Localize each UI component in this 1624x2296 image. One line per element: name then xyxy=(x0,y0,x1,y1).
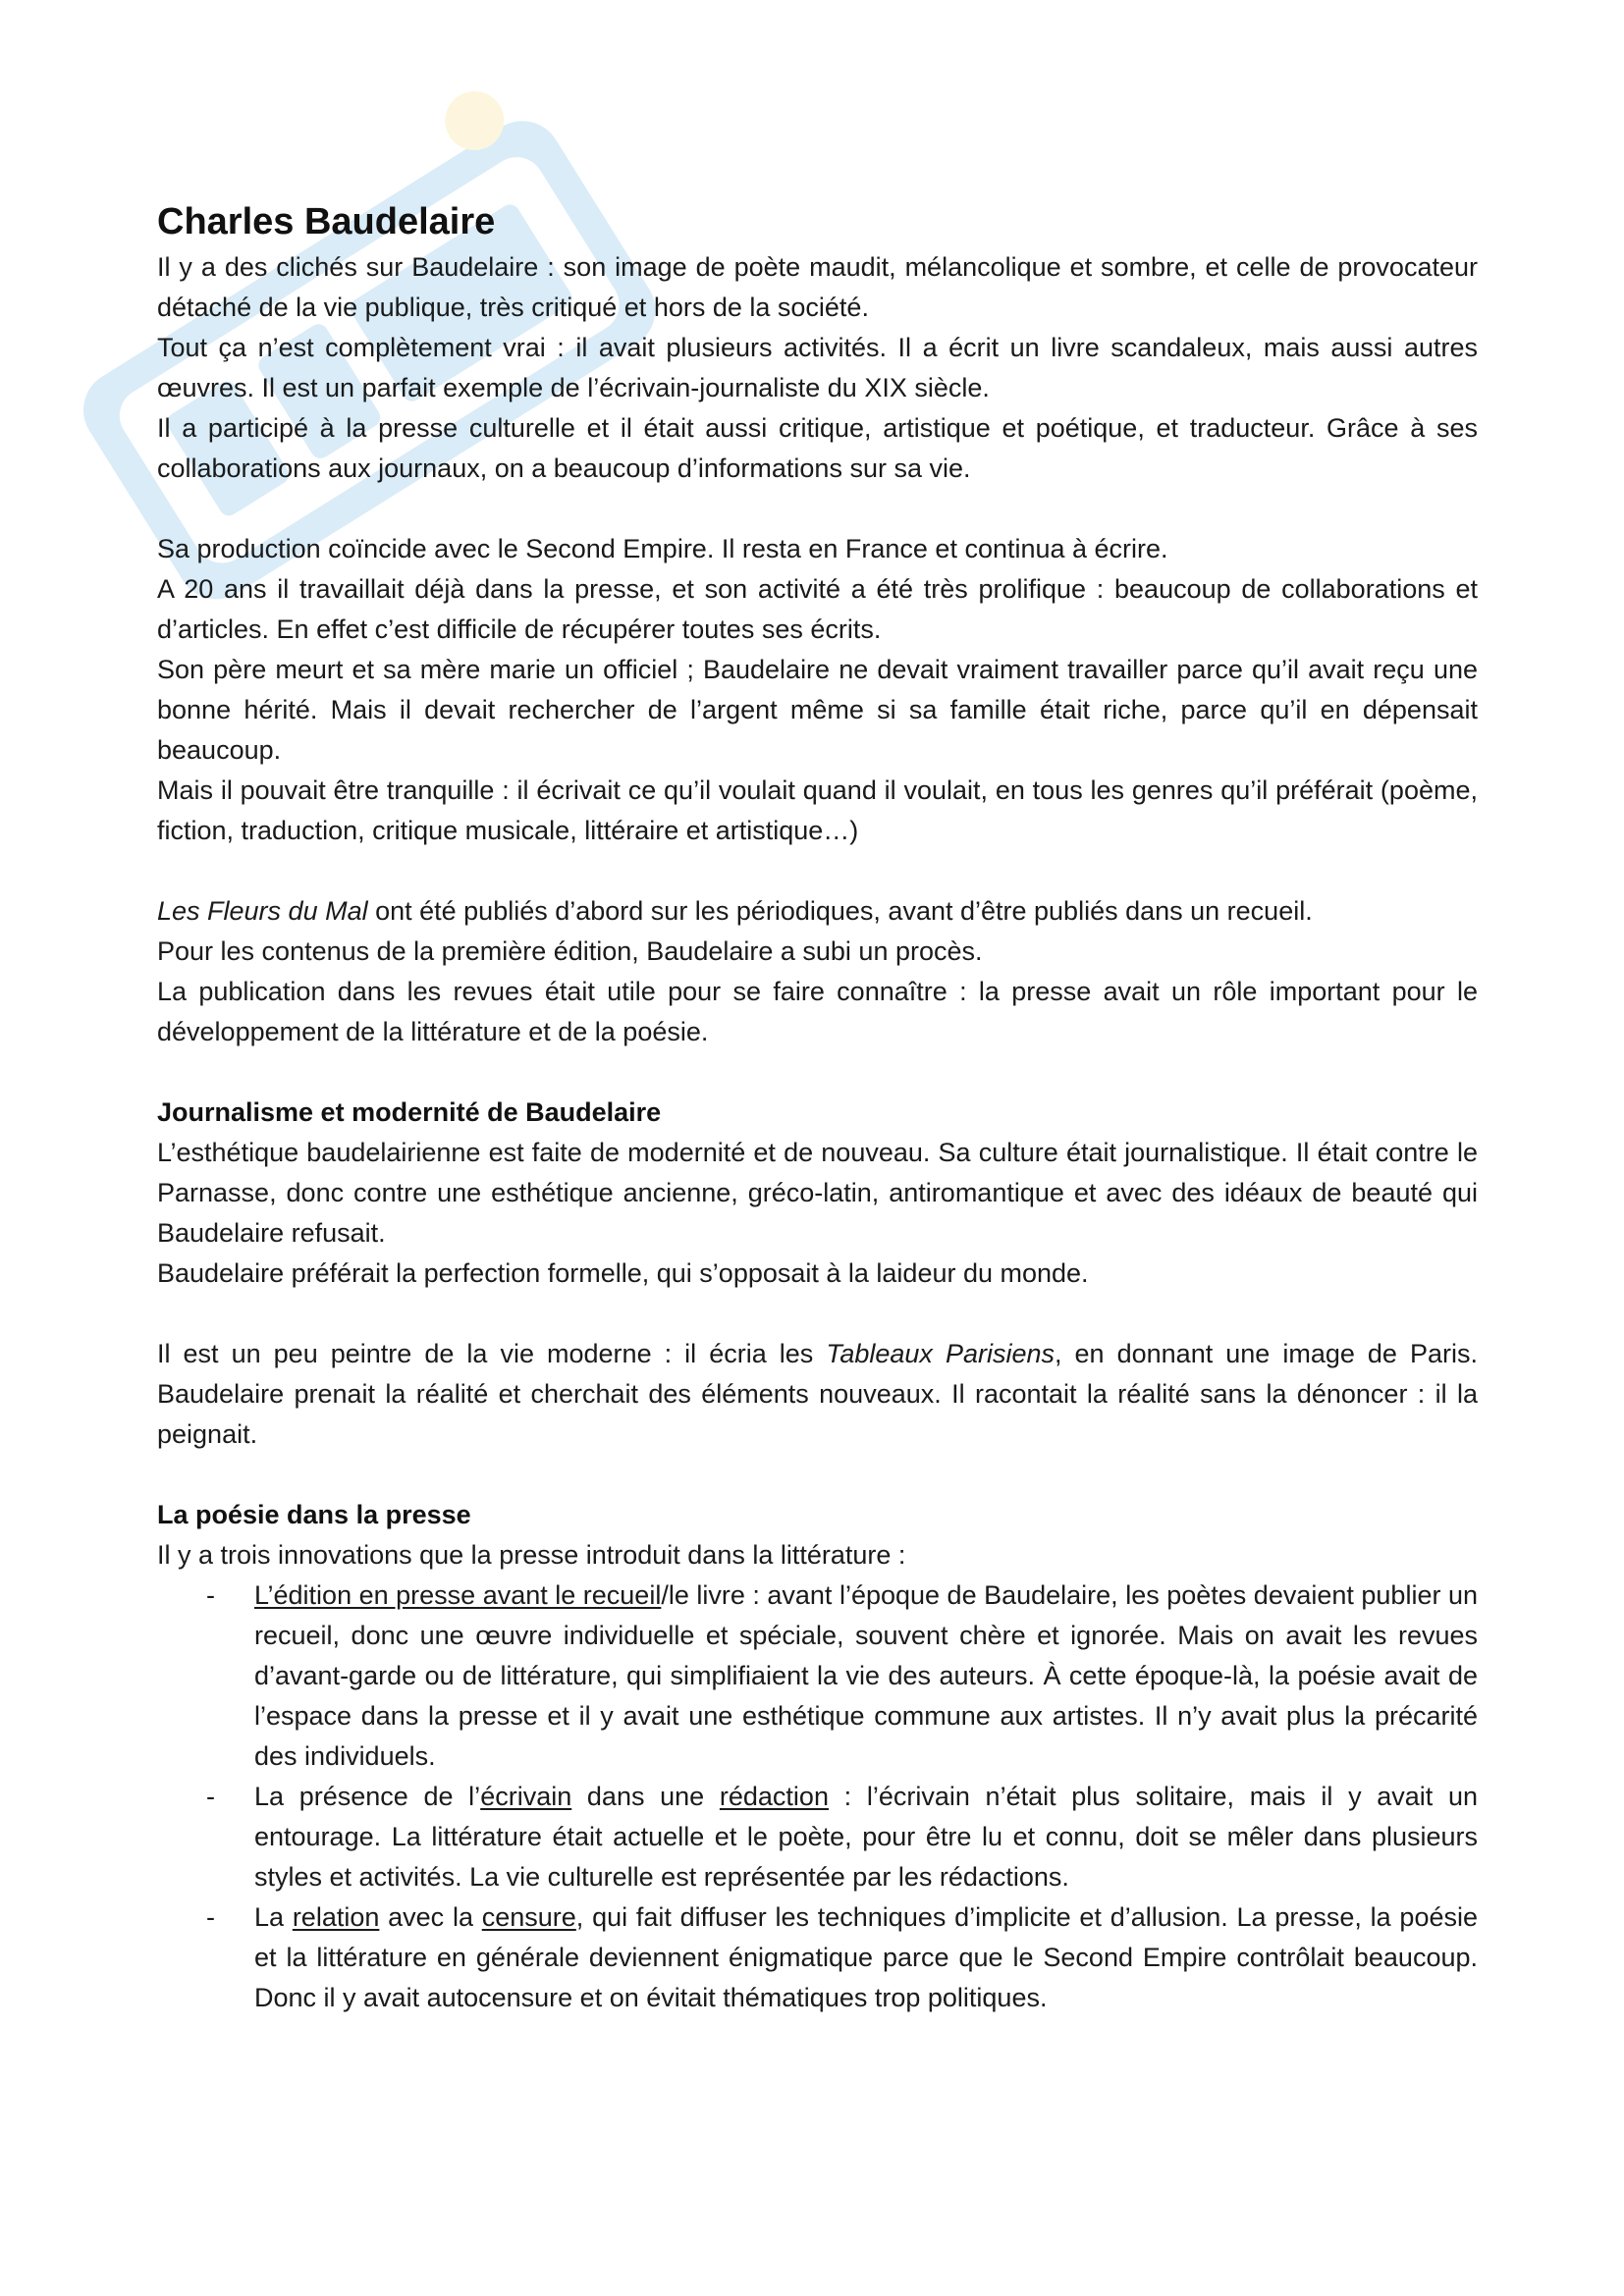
fleurs-paragraph-1 xyxy=(157,891,1478,932)
list-item-text: La présence de l’ xyxy=(254,1782,481,1811)
underlined-term: L’édition en presse avant le recueil xyxy=(254,1580,662,1610)
tableaux-parisiens-title: Tableaux Parisiens xyxy=(826,1339,1055,1368)
list-item-text: La xyxy=(254,1902,293,1932)
fleurs-paragraph-3: La publication dans les revues était utile pour se faire connaître : la presse avait un rôle important pour le développement de la littérature et de la poésie. xyxy=(157,977,1478,1046)
production-paragraph-4: Mais il pouvait être tranquille : il écrivait ce qu’il voulait quand il voulait, en tous les genres qu’il préférait (poème, fiction, traduction, critique musicale, littéraire et artistique…) xyxy=(157,775,1478,845)
spacer xyxy=(157,851,1478,891)
journalisme-paragraph-3 xyxy=(157,1334,1478,1455)
list-item-text: : l’écrivain n’était plus solitaire, mais il y avait un entourage. La littérature était actuelle et le poète, pour être lu et connu, doit se mêler dans plusieurs styles et activités. La vie culturelle est représentée par les rédactions. xyxy=(254,1782,1479,1892)
list-item-text: avec la xyxy=(379,1902,482,1932)
production-paragraph-3: Son père meurt et sa mère marie un officiel ; Baudelaire ne devait vraiment travailler parce qu’il avait reçu une bonne hérité. Mais il devait rechercher de l’argent même si sa famille était riche, parce qu’il en dépensait beaucoup. xyxy=(157,655,1478,765)
list-item xyxy=(157,1897,1478,2018)
fleurs-title: Les Fleurs du Mal xyxy=(157,896,368,926)
underlined-term: relation xyxy=(292,1902,380,1932)
spacer xyxy=(157,1294,1478,1334)
document-page xyxy=(157,196,1478,2018)
list-item-text: /le livre : avant l’époque de Baudelaire, les poètes devaient publier un recueil, donc une œuvre individuelle et spéciale, souvent chère et ignorée. Mais on avait les revues d’avant-garde ou de littérature, qui simplifiaient la vie des auteurs. À cette époque-là, la poésie avait de l’espace dans la presse et il y avait une esthétique commune aux artistes. Il n’y avait plus la précarité des individuels. xyxy=(254,1580,1478,1771)
fleurs-paragraph-1-text: ont été publiés d’abord sur les périodiques, avant d’être publiés dans un recueil. xyxy=(367,896,1313,926)
production-paragraph-1: Sa production coïncide avec le Second Empire. Il resta en France et continua à écrire. xyxy=(157,534,1168,563)
fleurs-paragraph-2: Pour les contenus de la première édition, Baudelaire a subi un procès. xyxy=(157,936,983,966)
intro-paragraph-1: Il y a des clichés sur Baudelaire : son image de poète maudit, mélancolique et sombre, et celle de provocateur détaché de la vie publique, très critiqué et hors de la société. xyxy=(157,252,1478,322)
dash-bullet: - xyxy=(206,1782,215,1811)
underlined-term: censure xyxy=(481,1902,576,1932)
underlined-term: écrivain xyxy=(480,1782,572,1811)
intro-paragraph-2: Tout ça n’est complètement vrai : il avait plusieurs activités. Il a écrit un livre scandaleux, mais aussi autres œuvres. Il est un parfait exemple de l’écrivain-journaliste du XIX siècle. xyxy=(157,333,1478,402)
list-item-text: , qui fait diffuser les techniques d’implicite et d’allusion. La presse, la poésie et la littérature en générale deviennent énigmatique parce que le Second Empire contrôlait beaucoup. Donc il y avait autocensure et on évitait thématiques trop politiques. xyxy=(254,1902,1478,2012)
innovations-list xyxy=(157,1575,1478,2018)
section-heading-journalisme: Journalisme et modernité de Baudelaire xyxy=(157,1097,662,1127)
production-paragraph-2: A 20 ans il travaillait déjà dans la presse, et son activité a été très prolifique : beaucoup de collaborations et d’articles. En effet c’est difficile de récupérer toutes ses écrits. xyxy=(157,574,1478,644)
list-item xyxy=(157,1777,1478,1897)
spacer xyxy=(157,1052,1478,1093)
poesie-intro: Il y a trois innovations que la presse introduit dans la littérature : xyxy=(157,1540,906,1570)
page-title: Charles Baudelaire xyxy=(157,201,496,242)
dash-bullet: - xyxy=(206,1902,215,1932)
spacer xyxy=(157,489,1478,529)
underlined-term: rédaction xyxy=(719,1782,829,1811)
list-item xyxy=(157,1575,1478,1777)
journalisme-p3-before: Il est un peu peintre de la vie moderne : il écria les xyxy=(157,1339,827,1368)
journalisme-p3-after: , en donnant une image de Paris. Baudelaire prenait la réalité et cherchait des éléments nouveaux. Il racontait la réalité sans la dénoncer : il la peignait. xyxy=(157,1339,1478,1449)
journalisme-paragraph-1: L’esthétique baudelairienne est faite de modernité et de nouveau. Sa culture était journalistique. Il était contre le Parnasse, donc contre une esthétique ancienne, gréco-latin, antiromantique et avec des idéaux de beauté qui Baudelaire refusait. xyxy=(157,1138,1478,1248)
journalisme-paragraph-2: Baudelaire préférait la perfection formelle, qui s’opposait à la laideur du monde. xyxy=(157,1258,1089,1288)
spacer xyxy=(157,1455,1478,1495)
intro-paragraph-3: Il a participé à la presse culturelle et il était aussi critique, artistique et poétique, et traducteur. Grâce à ses collaborations aux journaux, on a beaucoup d’informations sur sa vie. xyxy=(157,413,1478,483)
dash-bullet: - xyxy=(206,1580,215,1610)
section-heading-poesie: La poésie dans la presse xyxy=(157,1500,471,1529)
list-item-text: dans une xyxy=(571,1782,720,1811)
